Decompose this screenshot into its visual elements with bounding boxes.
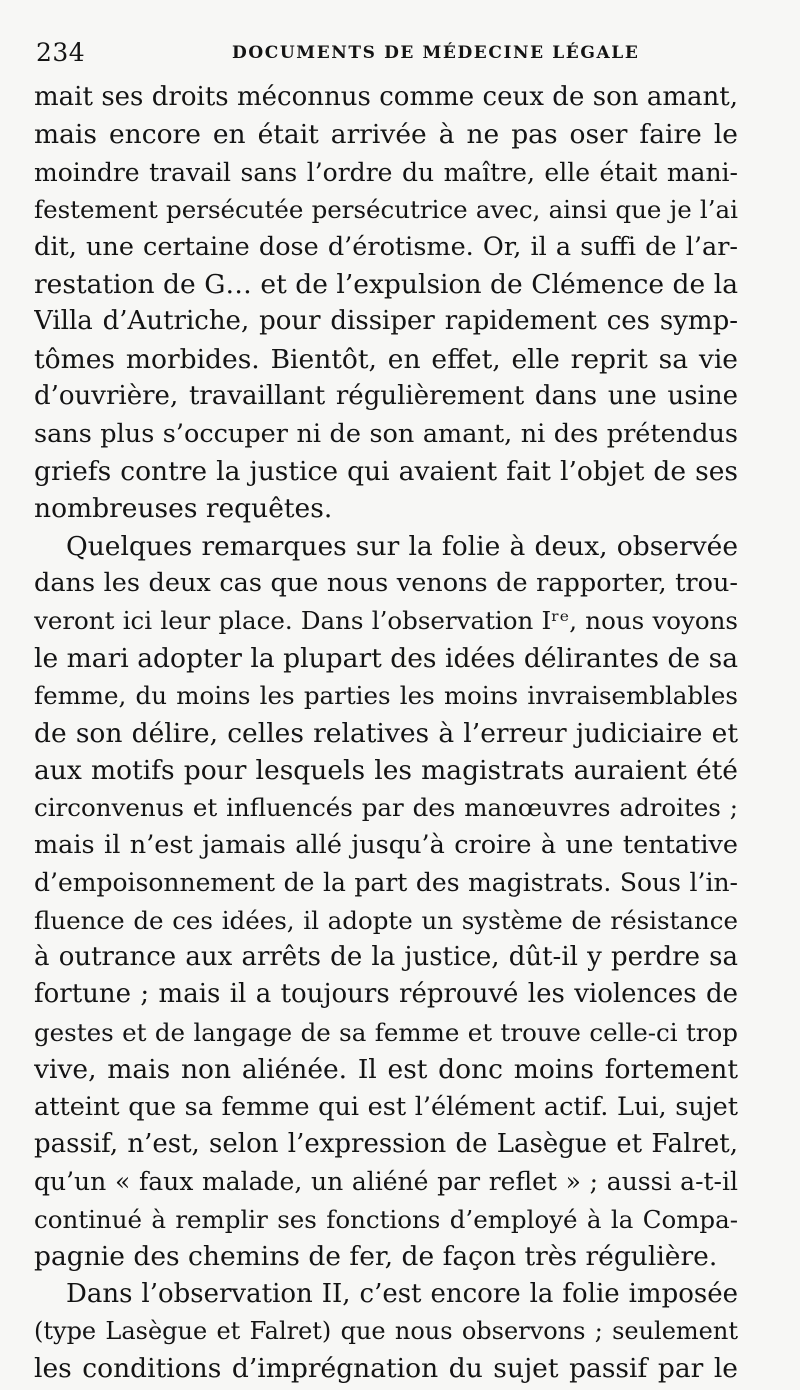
text-line: d’empoisonnement de la part des magistrats. Sous l’in- [34,868,738,898]
text-line: Villa d’Autriche, pour dissiper rapidement ces symp- [34,306,738,337]
text-line: gestes et de langage de sa femme et trouve celle-ci trop [34,1017,738,1047]
text-line: griefs contre la justice qui avaient fait l’objet de ses [34,455,738,487]
page-header [36,38,756,70]
text-line: mais il n’est jamais allé jusqu’à croire à une tentative [34,829,738,860]
text-line: veront ici leur place. Dans l’observation Iʳᵉ, nous voyons [34,606,738,636]
paragraph-first-line: Quelques remarques sur la folie à deux, observée [66,530,738,562]
text-line: d’ouvrière, travaillant régulièrement dans une usine [34,381,738,412]
text-line: sans plus s’occuper ni de son amant, ni des prétendus [34,418,738,449]
page-number: 234 [36,38,86,67]
text-line: qu’un « faux malade, un aliéné par reflet » ; aussi a-t-il [34,1167,738,1197]
text-line: passif, n’est, selon l’expression de Lasègue et Falret, [34,1128,738,1159]
text-line: restation de G… et de l’expulsion de Clémence de la [34,268,738,300]
paragraph-end-line: nombreuses requêtes. [34,493,333,525]
text-line: tômes morbides. Bientôt, en effet, elle reprit sa vie [34,343,738,375]
paragraph-first-line: Dans l’observation II, c’est encore la folie imposée [66,1278,738,1309]
text-line: mais encore en était arrivée à ne pas oser faire le [34,119,738,151]
text-line: fluence de ces idées, il adopte un système de résistance [34,905,738,935]
running-head: DOCUMENTS DE MÉDECINE LÉGALE [232,43,640,63]
text-line: à outrance aux arrêts de la justice, dût-il y perdre sa [34,941,738,972]
text-line: fortune ; mais il a toujours réprouvé les violences de [34,979,738,1010]
body-text [34,79,738,1388]
text-line: de son délire, celles relatives à l’erreur judiciaire et [34,717,738,749]
text-line: mait ses droits méconnus comme ceux de son amant, [34,82,738,112]
text-line: circonvenus et influencés par des manœuvres adroites ; [34,793,738,823]
paragraph-end-line: pagnie des chemins de fer, de façon très régulière. [34,1241,718,1273]
text-line: femme, du moins les parties les moins invraisemblables [34,681,738,711]
text-line: dans les deux cas que nous venons de rapporter, trou- [34,568,738,599]
text-line: continué à remplir ses fonctions d’employé à la Compa- [34,1204,738,1234]
text-line: atteint que sa femme qui est l’élément actif. Lui, sujet [34,1091,738,1122]
text-line: dit, une certaine dose d’érotisme. Or, il a suffi de l’ar- [34,231,738,262]
text-line: (type Lasègue et Falret) que nous observons ; seulement [34,1316,738,1345]
text-line: les conditions d’imprégnation du sujet passif par le [34,1353,738,1385]
text-line: moindre travail sans l’ordre du maître, elle était mani- [34,157,738,187]
text-line: festement persécutée persécutrice avec, ainsi que je l’ai [34,195,738,225]
text-line: vive, mais non aliénée. Il est donc moins fortement [34,1054,738,1086]
text-line: aux motifs pour lesquels les magistrats auraient été [34,755,738,787]
text-line: le mari adopter la plupart des idées délirantes de sa [34,642,738,674]
